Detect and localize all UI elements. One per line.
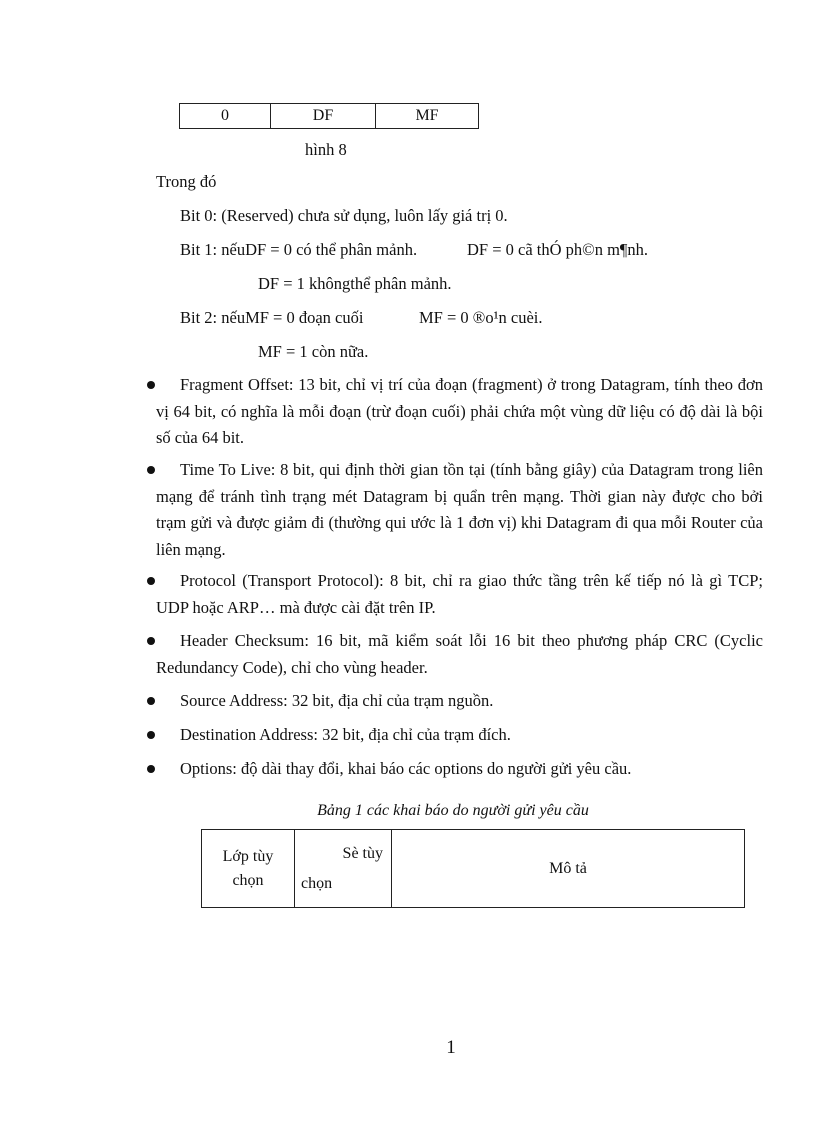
bullet-dot: [147, 466, 155, 474]
bit1-alt-text: DF = 1 khôngthể phân mảnh.: [258, 274, 452, 293]
bit2-alt-text: MF = 1 còn nữa.: [258, 342, 369, 361]
options-table: [201, 829, 745, 908]
bit2-text: Bit 2: nếuMF = 0 đoạn cuối: [180, 308, 364, 327]
header-description: Mô tả: [392, 830, 745, 908]
flags-table: [179, 103, 479, 129]
bullet-protocol: Protocol (Transport Protocol): 8 bit, chỉ ra giao thức tầng trên kế tiếp nó là gì TCP; UDP hoặc ARP… mà được cài đặt trên IP.: [156, 571, 763, 617]
flag-cell-df: DF: [271, 104, 376, 129]
table-caption: Bảng 1 các khai báo do người gửi yêu cầu: [317, 802, 589, 819]
flag-cell-mf: MF: [376, 104, 479, 129]
bullet-dot: [147, 381, 155, 389]
bullet-options: Options: độ dài thay đổi, khai báo các options do người gửi yêu cầu.: [180, 759, 632, 778]
bit1-text: Bit 1: nếuDF = 0 có thể phân mảnh.: [180, 240, 418, 259]
bullet-destination-address: Destination Address: 32 bit, địa chỉ của trạm đích.: [180, 725, 511, 744]
bullet-time-to-live: Time To Live: 8 bit, qui định thời gian tồn tại (tính bằng giây) của Datagram trong liên mạng để tránh tình trạng mét Datagram bị quẩn trên mạng. Thời gian này được cho bởi trạm gửi và được giảm đi (thường qui ước là 1 đơn vị) khi Datagram đi qua mỗi Router của liên mạng.: [156, 460, 763, 559]
bullet-source-address: Source Address: 32 bit, địa chỉ của trạm nguồn.: [180, 691, 494, 710]
intro-text: Trong đó: [156, 172, 217, 191]
bullet-dot: [147, 637, 155, 645]
bullet-header-checksum: Header Checksum: 16 bit, mã kiểm soát lỗi 16 bit theo phương pháp CRC (Cyclic Redundancy Code), chỉ cho vùng header.: [156, 631, 763, 677]
bullet-dot: [147, 765, 155, 773]
header-option-number: Sè tùy chọn: [295, 830, 392, 908]
bullet-dot: [147, 577, 155, 585]
bullet-dot: [147, 731, 155, 739]
flag-cell-reserved: 0: [180, 104, 271, 129]
bit0-text: Bit 0: (Reserved) chưa sử dụng, luôn lấy giá trị 0.: [180, 206, 508, 225]
page-number: 1: [446, 1037, 456, 1058]
bullet-dot: [147, 697, 155, 705]
header-option-class: Lớp tùy chọn: [202, 830, 295, 908]
bit2-garbled-text: MF = 0 ®o¹n cuèi.: [419, 308, 543, 327]
bit1-garbled-text: DF = 0 cã thÓ ph©n m¶nh.: [467, 240, 649, 259]
figure-caption: hình 8: [305, 140, 347, 159]
bullet-fragment-offset: Fragment Offset: 13 bit, chỉ vị trí của đoạn (fragment) ở trong Datagram, tính theo đơn vị 64 bit, có nghĩa là mỗi đoạn (trừ đoạn cuối) phải chứa một vùng dữ liệu có độ dài là bội số của 64 bit.: [156, 375, 763, 447]
